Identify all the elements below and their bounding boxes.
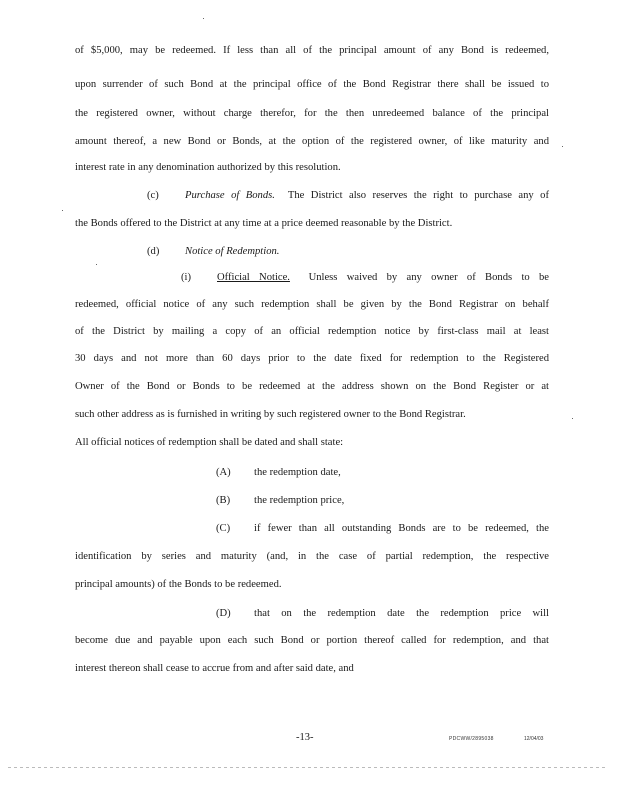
text-line: the Bonds offered to the District at any time at a price deemed reasonable by the District. xyxy=(75,218,453,229)
text-line: Owner of the Bond or Bonds to be redeemed at the address shown on the Bond Register or at xyxy=(75,381,549,392)
subsection-label: (d) xyxy=(147,246,160,257)
scan-artifact-line xyxy=(8,767,606,768)
text-line: amount thereof, a new Bond or Bonds, at the option of the registered owner, of like maturity and xyxy=(75,136,549,147)
text-line: identification by series and maturity (and, in the case of partial redemption, the respective xyxy=(75,551,549,562)
scan-speck xyxy=(96,264,97,265)
text-line: upon surrender of such Bond at the principal office of the Bond Registrar there shall be issued to xyxy=(75,79,549,90)
text-line: All official notices of redemption shall be dated and shall state: xyxy=(75,437,344,448)
item-text: that on the redemption date the redemption price will xyxy=(254,608,549,619)
subsection-text: The District also reserves the right to purchase any of xyxy=(287,190,550,201)
footer-date: 12/04/03 xyxy=(524,736,544,742)
paragraph-label: (i) xyxy=(181,272,191,283)
paragraph-text: Unless waived by any owner of Bonds to be xyxy=(308,272,549,283)
subsection-d xyxy=(147,245,549,259)
scan-speck xyxy=(572,418,573,419)
item-b xyxy=(216,494,549,508)
item-a xyxy=(216,466,549,480)
text-line: 30 days and not more than 60 days prior to the date fixed for redemption to the Registered xyxy=(75,353,549,364)
text-line: principal amounts) of the Bonds to be redeemed. xyxy=(75,579,282,590)
text-line: such other address as is furnished in writing by such registered owner to the Bond Registrar. xyxy=(75,409,466,420)
scan-speck xyxy=(562,146,563,147)
item-label: (A) xyxy=(216,467,231,478)
subsection-c xyxy=(147,189,549,203)
scan-speck xyxy=(203,18,204,19)
scan-speck xyxy=(62,210,63,211)
subsection-label: (c) xyxy=(147,190,159,201)
text-line: become due and payable upon each such Bond or portion thereof called for redemption, and that xyxy=(75,635,549,646)
paragraph-i xyxy=(181,271,549,285)
item-d xyxy=(216,607,549,621)
footer-document-code: PDCWW/2895038 xyxy=(449,736,494,742)
item-label: (C) xyxy=(216,523,231,534)
text-line: the registered owner, without charge therefor, for the then unredeemed balance of the principal xyxy=(75,108,549,119)
page-number: -13- xyxy=(296,732,314,743)
item-label: (D) xyxy=(216,608,231,619)
item-text: the redemption date, xyxy=(254,467,341,478)
subsection-heading: Notice of Redemption. xyxy=(185,246,280,257)
text-line: of $5,000, may be redeemed. If less than all of the principal amount of any Bond is redeemed, xyxy=(75,45,549,56)
item-text: if fewer than all outstanding Bonds are to be redeemed, the xyxy=(254,523,549,534)
item-text: the redemption price, xyxy=(254,495,345,506)
text-line: redeemed, official notice of any such redemption shall be given by the Bond Registrar on behalf xyxy=(75,299,549,310)
text-line: interest rate in any denomination authorized by this resolution. xyxy=(75,162,341,173)
item-c xyxy=(216,522,549,536)
item-label: (B) xyxy=(216,495,231,506)
text-line: interest thereon shall cease to accrue from and after said date, and xyxy=(75,663,354,674)
subsection-heading: Purchase of Bonds. xyxy=(185,190,275,201)
paragraph-heading: Official Notice. xyxy=(217,272,290,283)
text-line: of the District by mailing a copy of an official redemption notice by first-class mail at least xyxy=(75,326,549,337)
